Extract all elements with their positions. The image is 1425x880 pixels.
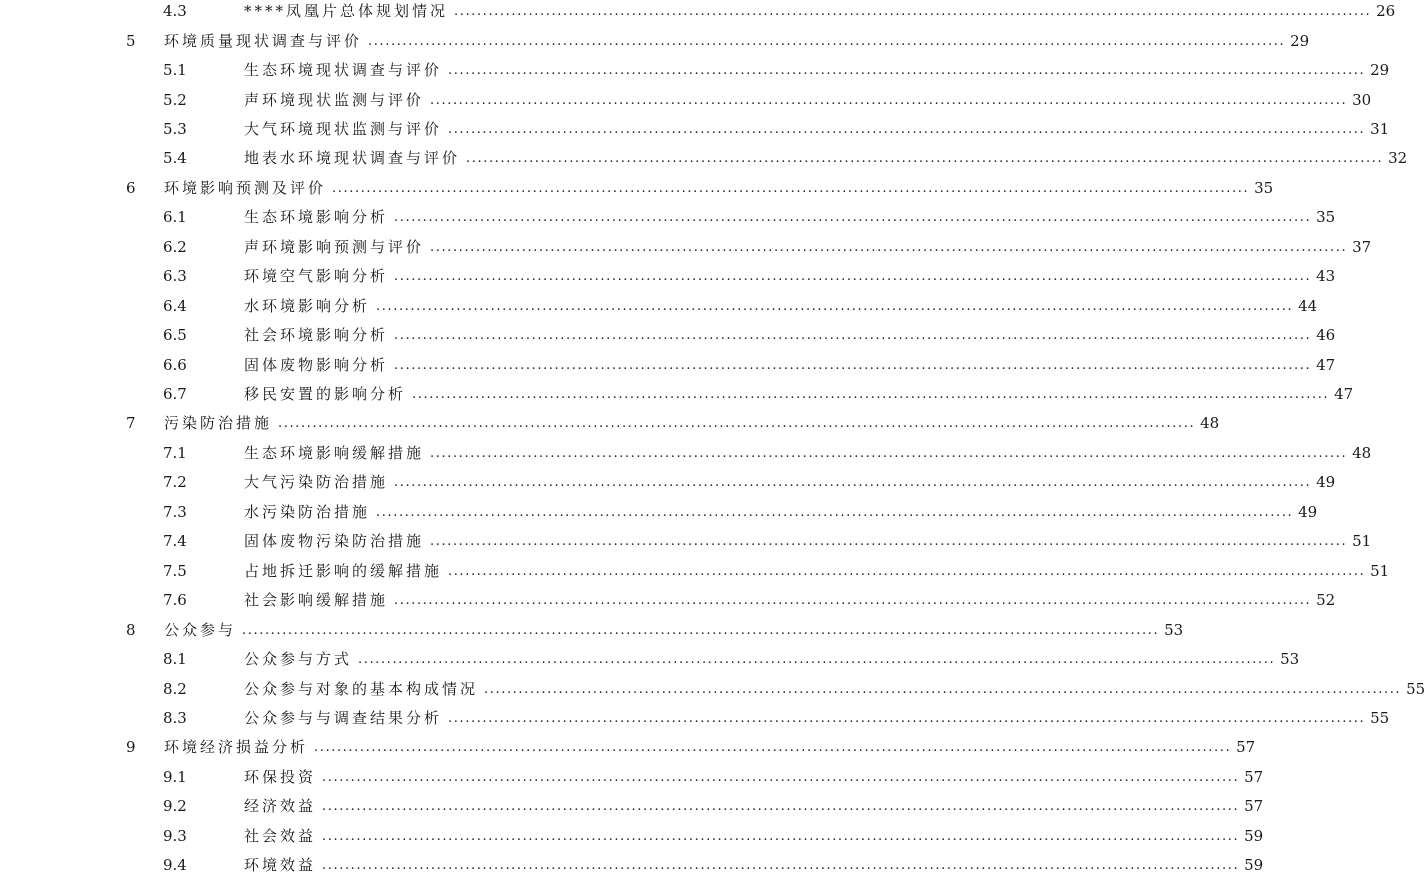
toc-leader-dots: ................................................................................................................................................................ [412, 387, 1330, 403]
toc-leader-dots: ................................................................................................................................................................ [376, 504, 1294, 520]
toc-title: 环境质量现状调查与评价 [164, 31, 363, 50]
toc-title: 水污染防治措施 [244, 502, 371, 521]
toc-title: 水环境影响分析 [244, 296, 371, 315]
toc-number: 9.4 [163, 856, 187, 875]
toc-row[interactable] [0, 763, 1264, 792]
toc-page-number: 53 [1280, 650, 1300, 669]
toc-leader-dots: ................................................................................................................................................................ [454, 4, 1372, 20]
toc-title: 占地拆迁影响的缓解措施 [244, 561, 443, 580]
toc-page-number: 46 [1316, 326, 1336, 345]
toc-number: 5.3 [163, 119, 187, 138]
toc-page-number: 32 [1388, 149, 1408, 168]
toc-leader-dots: ................................................................................................................................................................ [394, 210, 1312, 226]
toc-title: ****凤凰片总体规划情况 [244, 2, 449, 21]
toc-page-number: 48 [1352, 443, 1372, 462]
toc-row[interactable] [0, 203, 1336, 232]
toc-row[interactable] [0, 851, 1264, 880]
toc-page-number: 51 [1370, 561, 1390, 580]
toc-number: 6 [126, 178, 136, 197]
toc-leader-dots: ................................................................................................................................................................ [394, 328, 1312, 344]
toc-page-number: 55 [1370, 708, 1390, 727]
toc-title: 地表水环境现状调查与评价 [244, 149, 461, 168]
toc-title: 社会影响缓解措施 [244, 591, 389, 610]
toc-number: 7.2 [163, 473, 187, 492]
toc-page-number: 53 [1164, 620, 1184, 639]
toc-number: 9.3 [163, 826, 187, 845]
toc-leader-dots: ................................................................................................................................................................ [314, 740, 1232, 756]
toc-leader-dots: ................................................................................................................................................................ [278, 416, 1196, 432]
toc-leader-dots: ................................................................................................................................................................ [394, 475, 1312, 491]
toc-leader-dots: ................................................................................................................................................................ [376, 298, 1294, 314]
toc-leader-dots: ................................................................................................................................................................ [322, 828, 1240, 844]
toc-title: 环保投资 [244, 767, 317, 786]
toc-page-number: 47 [1334, 385, 1354, 404]
toc-number: 6.7 [163, 385, 187, 404]
toc-number: 7.1 [163, 443, 187, 462]
toc-title: 公众参与对象的基本构成情况 [244, 679, 479, 698]
toc-row[interactable] [0, 174, 1274, 203]
toc-title: 环境影响预测及评价 [164, 178, 327, 197]
toc-row[interactable] [0, 380, 1354, 409]
toc-page-number: 43 [1316, 267, 1336, 286]
toc-page-number: 52 [1316, 591, 1336, 610]
toc-title: 社会环境影响分析 [244, 326, 389, 345]
toc-number: 6.4 [163, 296, 187, 315]
toc-row[interactable] [0, 115, 1390, 144]
toc-row[interactable] [0, 26, 1310, 55]
toc-title: 大气环境现状监测与评价 [244, 119, 443, 138]
toc-number: 6.6 [163, 355, 187, 374]
toc-row[interactable] [0, 674, 1425, 703]
toc-title: 生态环境影响缓解措施 [244, 443, 425, 462]
toc-leader-dots: ................................................................................................................................................................ [322, 858, 1240, 874]
toc-number: 8.2 [163, 679, 187, 698]
toc-leader-dots: ................................................................................................................................................................ [368, 33, 1286, 49]
toc-number: 5.2 [163, 90, 187, 109]
toc-page-number: 59 [1244, 856, 1264, 875]
toc-leader-dots: ................................................................................................................................................................ [322, 799, 1240, 815]
toc-row[interactable] [0, 733, 1256, 762]
toc-row[interactable] [0, 792, 1264, 821]
toc-row[interactable] [0, 822, 1264, 851]
toc-row[interactable] [0, 85, 1372, 114]
toc-number: 5.4 [163, 149, 187, 168]
toc-title: 声环境现状监测与评价 [244, 90, 425, 109]
toc-number: 8.1 [163, 650, 187, 669]
toc-row[interactable] [0, 409, 1220, 438]
toc-leader-dots: ................................................................................................................................................................ [448, 563, 1366, 579]
toc-row[interactable] [0, 615, 1184, 644]
toc-row[interactable] [0, 557, 1390, 586]
toc-title: 经济效益 [244, 797, 317, 816]
toc-page-number: 37 [1352, 237, 1372, 256]
toc-page-number: 29 [1290, 31, 1310, 50]
toc-title: 公众参与方式 [244, 650, 353, 669]
toc-number: 8.3 [163, 708, 187, 727]
toc-title: 环境空气影响分析 [244, 267, 389, 286]
toc-leader-dots: ................................................................................................................................................................ [332, 180, 1250, 196]
toc-title: 公众参与与调查结果分析 [244, 708, 443, 727]
toc-number: 7.6 [163, 591, 187, 610]
toc-number: 7.4 [163, 532, 187, 551]
toc-row[interactable] [0, 144, 1408, 173]
toc-title: 大气污染防治措施 [244, 473, 389, 492]
toc-row[interactable] [0, 586, 1336, 615]
toc-number: 8 [126, 620, 136, 639]
toc-page-number: 35 [1316, 208, 1336, 227]
toc-number: 9.2 [163, 797, 187, 816]
toc-page-number: 29 [1370, 61, 1390, 80]
toc-number: 4.3 [163, 2, 187, 21]
toc-title: 移民安置的影响分析 [244, 385, 407, 404]
toc-row[interactable] [0, 292, 1318, 321]
toc-page-number: 44 [1298, 296, 1318, 315]
toc-title: 社会效益 [244, 826, 317, 845]
toc-row[interactable] [0, 468, 1336, 497]
toc-title: 环境效益 [244, 856, 317, 875]
toc-leader-dots: ................................................................................................................................................................ [394, 593, 1312, 609]
toc-number: 7 [126, 414, 136, 433]
toc-row[interactable] [0, 350, 1336, 379]
toc-number: 9 [126, 738, 136, 757]
toc-row[interactable] [0, 56, 1390, 85]
toc-row[interactable] [0, 704, 1390, 733]
toc-number: 5 [126, 31, 136, 50]
toc-leader-dots: ................................................................................................................................................................ [430, 445, 1348, 461]
toc-title: 污染防治措施 [164, 414, 273, 433]
toc-leader-dots: ................................................................................................................................................................ [242, 622, 1160, 638]
toc-leader-dots: ................................................................................................................................................................ [448, 121, 1366, 137]
toc-page-number: 35 [1254, 178, 1274, 197]
toc-number: 9.1 [163, 767, 187, 786]
toc-page-number: 48 [1200, 414, 1220, 433]
toc-page-number: 49 [1298, 502, 1318, 521]
toc-title: 固体废物污染防治措施 [244, 532, 425, 551]
toc-page-number: 49 [1316, 473, 1336, 492]
toc-number: 7.3 [163, 502, 187, 521]
toc-row[interactable] [0, 645, 1300, 674]
toc-number: 6.1 [163, 208, 187, 227]
toc-leader-dots: ................................................................................................................................................................ [322, 769, 1240, 785]
toc-row[interactable] [0, 0, 1396, 26]
toc-leader-dots: ................................................................................................................................................................ [430, 92, 1348, 108]
toc-page-number: 26 [1376, 2, 1396, 21]
toc-page-number: 47 [1316, 355, 1336, 374]
toc-leader-dots: ................................................................................................................................................................ [484, 681, 1402, 697]
toc-title: 公众参与 [164, 620, 237, 639]
toc-page-number: 57 [1236, 738, 1256, 757]
toc-page-number: 31 [1370, 119, 1390, 138]
toc-title: 生态环境现状调查与评价 [244, 61, 443, 80]
toc-row[interactable] [0, 321, 1336, 350]
toc-page-number: 59 [1244, 826, 1264, 845]
toc-leader-dots: ................................................................................................................................................................ [430, 534, 1348, 550]
toc-page-number: 30 [1352, 90, 1372, 109]
toc-number: 6.5 [163, 326, 187, 345]
toc-row[interactable] [0, 233, 1372, 262]
toc-number: 6.2 [163, 237, 187, 256]
toc-leader-dots: ................................................................................................................................................................ [394, 269, 1312, 285]
toc-leader-dots: ................................................................................................................................................................ [448, 710, 1366, 726]
toc-leader-dots: ................................................................................................................................................................ [430, 239, 1348, 255]
toc-row[interactable] [0, 498, 1318, 527]
toc-number: 5.1 [163, 61, 187, 80]
toc-row[interactable] [0, 527, 1372, 556]
toc-row[interactable] [0, 439, 1372, 468]
toc-title: 生态环境影响分析 [244, 208, 389, 227]
toc-title: 固体废物影响分析 [244, 355, 389, 374]
toc-leader-dots: ................................................................................................................................................................ [358, 652, 1276, 668]
toc-number: 7.5 [163, 561, 187, 580]
toc-leader-dots: ................................................................................................................................................................ [466, 151, 1384, 167]
toc-page-number: 57 [1244, 767, 1264, 786]
toc-page-number: 51 [1352, 532, 1372, 551]
toc-leader-dots: ................................................................................................................................................................ [448, 63, 1366, 79]
toc-number: 6.3 [163, 267, 187, 286]
toc-page-number: 57 [1244, 797, 1264, 816]
toc-row[interactable] [0, 262, 1336, 291]
toc-leader-dots: ................................................................................................................................................................ [394, 357, 1312, 373]
toc-title: 声环境影响预测与评价 [244, 237, 425, 256]
toc-page-number: 55 [1406, 679, 1425, 698]
toc-title: 环境经济损益分析 [164, 738, 309, 757]
